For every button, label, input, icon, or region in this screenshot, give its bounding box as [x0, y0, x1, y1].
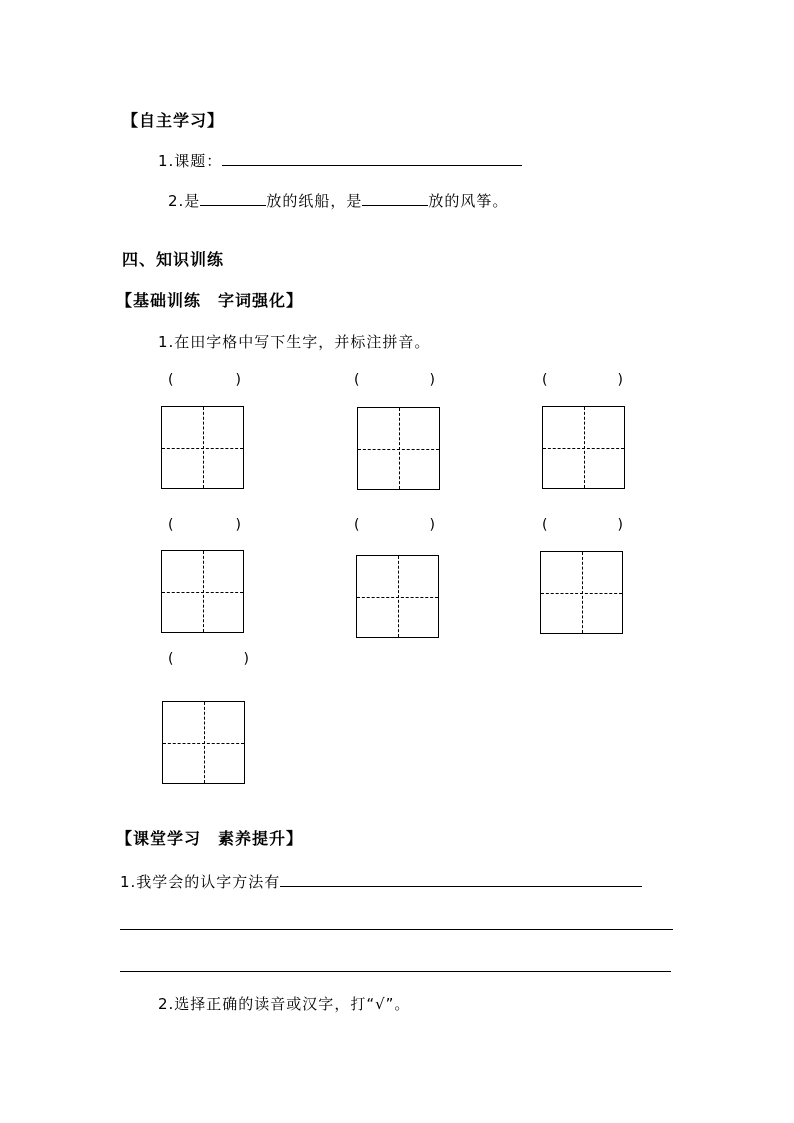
- pinyin-box-7[interactable]: ( ): [168, 651, 249, 667]
- pinyin-box-2[interactable]: ( ): [354, 372, 435, 388]
- pinyin-box-6[interactable]: ( ): [542, 517, 623, 533]
- tianzige-grid-5[interactable]: [356, 555, 439, 638]
- topic-blank[interactable]: [222, 151, 522, 166]
- fill-blank-2[interactable]: [362, 191, 428, 206]
- fill-part-1: 2.是: [168, 192, 201, 210]
- tianzige-grid-4[interactable]: [161, 550, 244, 633]
- method-blank[interactable]: [280, 872, 642, 887]
- pinyin-box-3[interactable]: ( ): [542, 372, 623, 388]
- method-line: [120, 871, 642, 892]
- topic-label: 1.课题：: [158, 152, 223, 170]
- tianzige-grid-7[interactable]: [162, 701, 245, 784]
- pinyin-box-5[interactable]: ( ): [354, 517, 435, 533]
- self-study-heading: 【自主学习】: [122, 111, 225, 130]
- basic-training-heading: 【基础训练 字词强化】: [116, 291, 304, 310]
- basic-instruction: 1.在田字格中写下生字，并标注拼音。: [158, 333, 431, 351]
- topic-line: [158, 150, 522, 171]
- fill-part-3: 放的风筝。: [428, 192, 509, 210]
- fill-blank-1[interactable]: [200, 191, 266, 206]
- tianzige-grid-1[interactable]: [161, 406, 244, 489]
- pinyin-box-1[interactable]: ( ): [168, 372, 241, 388]
- tianzige-grid-6[interactable]: [540, 551, 623, 634]
- tianzige-grid-3[interactable]: [542, 406, 625, 489]
- pinyin-box-4[interactable]: ( ): [168, 517, 241, 533]
- method-label: 1.我学会的认字方法有: [120, 873, 281, 891]
- class-study-heading: 【课堂学习 素养提升】: [116, 829, 304, 848]
- tianzige-grid-2[interactable]: [357, 407, 440, 490]
- fill-sentence: [168, 190, 508, 211]
- answer-line-2[interactable]: [120, 971, 671, 972]
- section-four-heading: 四、知识训练: [122, 250, 225, 269]
- fill-part-2: 放的纸船，是: [266, 192, 363, 210]
- choose-instruction: 2.选择正确的读音或汉字，打“√”。: [158, 995, 411, 1013]
- answer-line-1[interactable]: [120, 929, 673, 930]
